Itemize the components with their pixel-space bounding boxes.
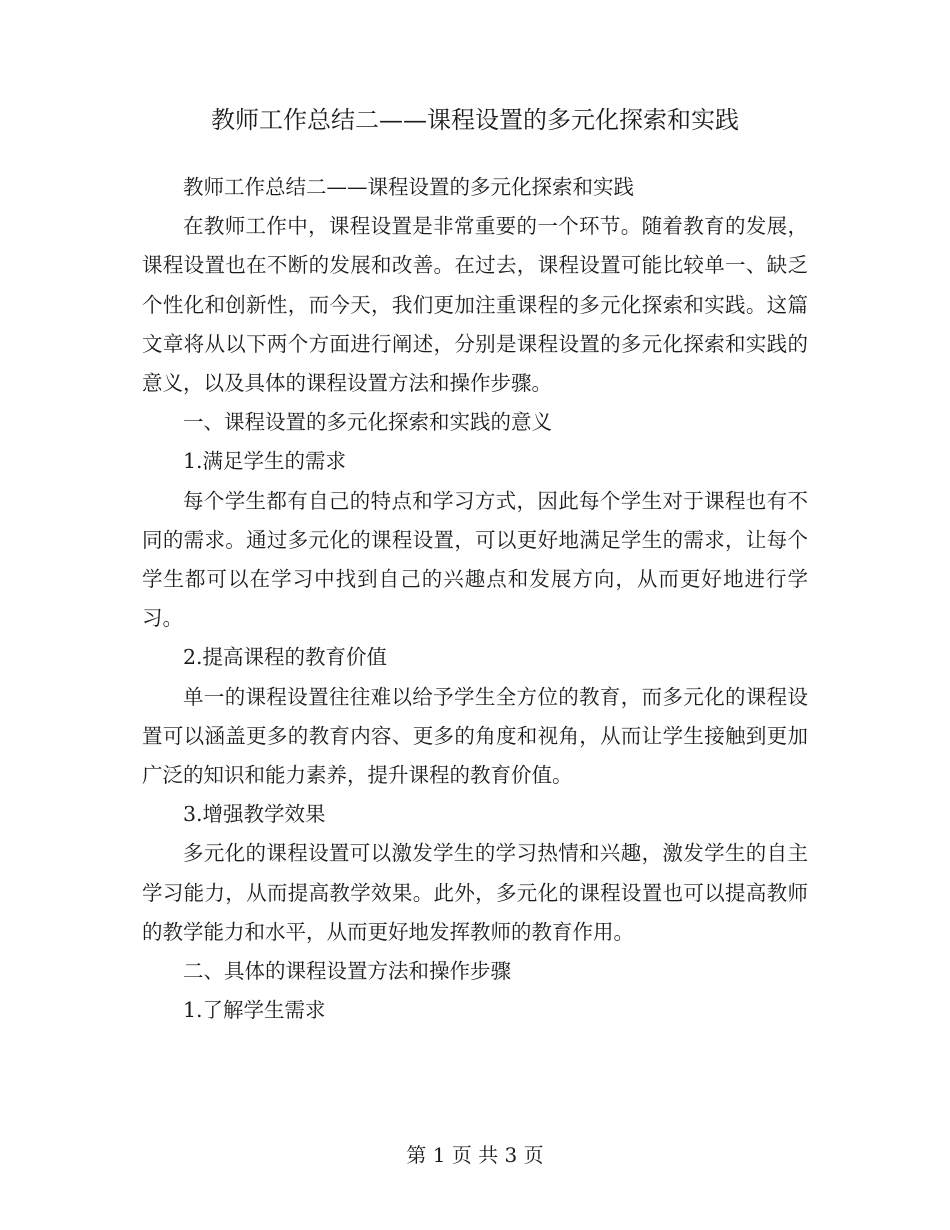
body-paragraph: 单一的课程设置往往难以给予学生全方位的教育，而多元化的课程设置可以涵盖更多的教育内容、更多的角度和视角，从而让学生接触到更加广泛的知识和能力素养，提升课程的教育价值。 bbox=[142, 684, 808, 788]
body-paragraph: 在教师工作中，课程设置是非常重要的一个环节。随着教育的发展，课程设置也在不断的发展和改善。在过去，课程设置可能比较单一、缺乏个性化和创新性，而今天，我们更加注重课程的多元化探索和实践。这篇文章将从以下两个方面进行阐述，分别是课程设置的多元化探索和实践的意义，以及具体的课程设置方法和操作步骤。 bbox=[142, 214, 808, 396]
section-heading: 一、课程设置的多元化探索和实践的意义 bbox=[183, 410, 552, 435]
body-paragraph: 每个学生都有自己的特点和学习方式，因此每个学生对于课程也有不同的需求。通过多元化的课程设置，可以更好地满足学生的需求，让每个学生都可以在学习中找到自己的兴趣点和发展方向，从而更好地进行学习。 bbox=[142, 488, 808, 631]
body-paragraph: 教师工作总结二——课程设置的多元化探索和实践 bbox=[183, 175, 634, 199]
subsection-heading: 3.增强教学效果 bbox=[183, 802, 326, 827]
subsection-heading: 1.满足学生的需求 bbox=[183, 449, 347, 474]
section-heading: 二、具体的课程设置方法和操作步骤 bbox=[183, 959, 511, 984]
subsection-heading: 2.提高课程的教育价值 bbox=[183, 645, 388, 670]
document-body bbox=[142, 168, 808, 1030]
subsection-heading: 1.了解学生需求 bbox=[183, 998, 326, 1023]
body-paragraph: 多元化的课程设置可以激发学生的学习热情和兴趣，激发学生的自主学习能力，从而提高教学效果。此外，多元化的课程设置也可以提高教师的教学能力和水平，从而更好地发挥教师的教育作用。 bbox=[142, 841, 808, 944]
document-title: 教师工作总结二——课程设置的多元化探索和实践 bbox=[211, 106, 739, 134]
page-footer: 第 1 页 共 3 页 bbox=[406, 1143, 544, 1167]
